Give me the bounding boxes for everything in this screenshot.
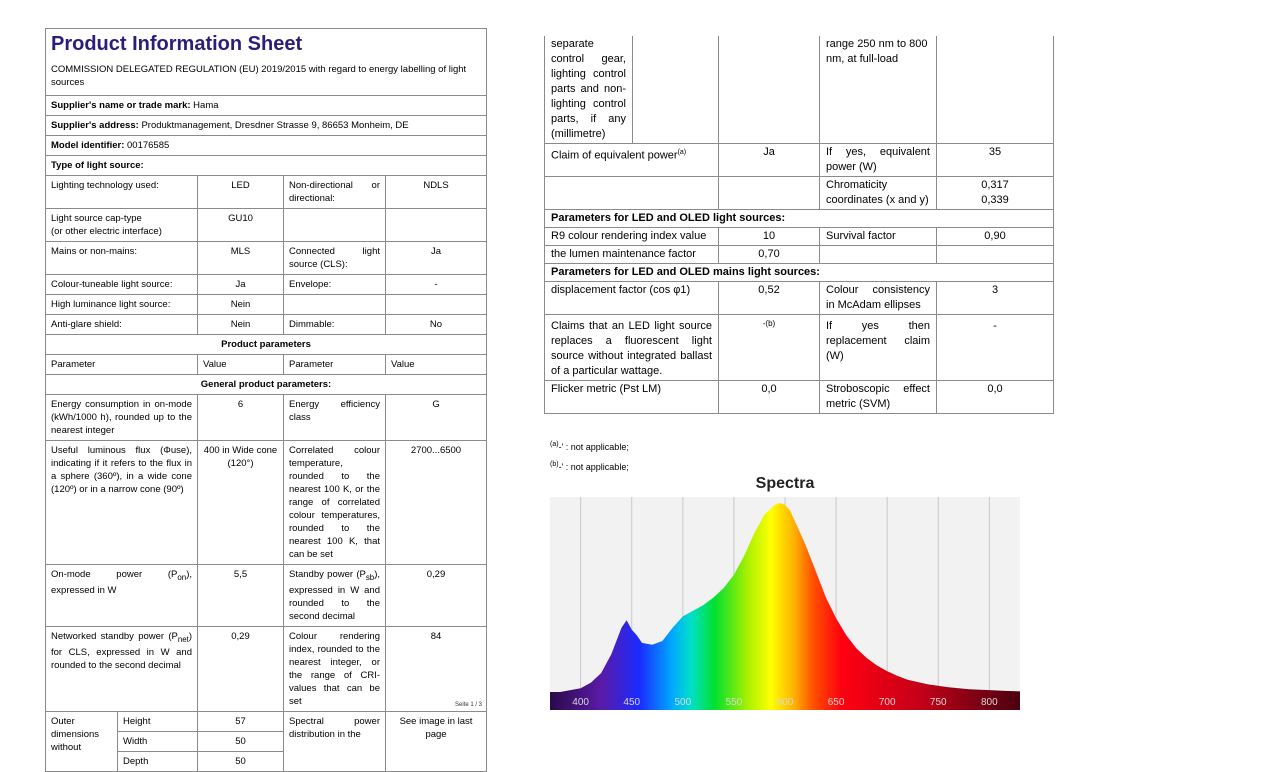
x-tick-label: 550: [725, 697, 743, 708]
depth-value: 50: [198, 751, 284, 771]
standby-power-label: Standby power $(P_{sb})$, expressed in W and rounded to the second decimal: [284, 565, 386, 627]
width-label: Width: [118, 731, 198, 751]
equiv-power-footnote: (a): [677, 149, 687, 156]
survival-label: Survival factor: [820, 228, 937, 246]
footnote-a: [550, 436, 629, 456]
r9-label: R9 colour rendering index value: [545, 228, 719, 246]
lumen-maintenance-value: 0,70: [719, 246, 820, 264]
general-parameters-heading: General product parameters:: [46, 375, 487, 395]
displacement-label: displacement factor (cos φ1): [545, 282, 719, 315]
product-information-continued: [544, 36, 1053, 414]
cct-label: Correlated colour temperature, rounded to the nearest 100 K, or the range of correlated colour temperatures, rounded to the nearest 100 K, that can be set: [284, 441, 386, 565]
footnote-a-text: -' : not applicable;: [558, 442, 629, 452]
x-tick-label: 500: [674, 697, 692, 708]
model-identifier: 00176585: [127, 140, 170, 151]
supplier-address: Produktmanagement, Dresdner Strasse 9, 86653 Monheim, DE: [141, 120, 409, 131]
claims-label: Claims that an LED light source replaces a fluorescent light source without integrated ballast of a particular wattage.: [545, 315, 719, 381]
flicker-value: 0,0: [719, 381, 820, 414]
equiv-power-yes-label: If yes, equivalent power (W): [820, 144, 937, 177]
model-row: [46, 136, 487, 156]
height-value: 57: [198, 711, 284, 731]
value-header: Value: [386, 355, 487, 375]
high-luminance-value: Nein: [198, 295, 284, 315]
on-mode-power-label: On-mode power $(P_{on})$, expressed in W: [46, 565, 198, 627]
chromaticity-y: 0,339: [981, 194, 1009, 206]
luminous-flux-value: 400 in Wide cone (120°): [198, 441, 284, 565]
envelope-value: -: [386, 275, 487, 295]
colour-consistency-label: Colour consistency in McAdam ellipses: [820, 282, 937, 315]
cap-type-value: GU10: [198, 209, 284, 242]
supplier-name: Hama: [193, 100, 219, 111]
page-number: Seite 1 / 3: [455, 702, 483, 708]
dimmable-value: No: [386, 315, 487, 335]
anti-glare-label: Anti-glare shield:: [46, 315, 198, 335]
type-heading: Type of light source:: [46, 156, 487, 176]
empty-cell: [284, 209, 386, 242]
cap-type-sublabel: (or other electric interface): [51, 226, 162, 237]
spectral-value: See image in last page: [386, 711, 487, 771]
anti-glare-value: Nein: [198, 315, 284, 335]
cct-value: 2700...6500: [386, 441, 487, 565]
lighting-technology-value: LED: [198, 176, 284, 209]
flicker-label: Flicker metric (Pst LM): [545, 381, 719, 414]
replacement-label: If yes then replacement claim (W): [820, 315, 937, 381]
depth-label: Depth: [118, 751, 198, 771]
energy-consumption-label: Energy consumption in on-mode (kWh/1000 h), rounded up to the nearest integer: [46, 395, 198, 441]
empty-cell: [937, 36, 1054, 144]
chromaticity-x: 0,317: [981, 179, 1009, 191]
mains-label: Mains or non-mains:: [46, 242, 198, 275]
colour-consistency-value: 3: [937, 282, 1054, 315]
x-tick-label: 400: [572, 697, 589, 708]
chromaticity-label: Chromaticity coordinates (x and y): [820, 177, 937, 210]
equiv-power-label: Claim of equivalent power: [551, 149, 678, 162]
cap-type-label-cell: [46, 209, 198, 242]
cri-value: 84: [386, 626, 487, 711]
product-parameters-heading: Product parameters: [46, 335, 487, 355]
survival-value: 0,90: [937, 228, 1054, 246]
led-mains-parameters-heading: Parameters for LED and OLED mains light sources:: [545, 264, 1054, 282]
outer-dimensions-label: Outer dimensions without: [46, 711, 118, 771]
empty-cell: [545, 177, 719, 210]
control-gear-label: separate control gear, lighting control parts and non-lighting control parts, if any (millimetre): [545, 36, 633, 144]
supplier-address-label: Supplier's address:: [51, 120, 139, 131]
footnote-b-text: -' : not applicable;: [558, 462, 629, 472]
empty-cell: [937, 246, 1054, 264]
product-information-sheet: [45, 28, 486, 767]
directional-value: NDLS: [386, 176, 487, 209]
empty-cell: [633, 36, 719, 144]
param-header: Parameter: [46, 355, 198, 375]
spectra-title: Spectra: [755, 475, 815, 492]
chromaticity-values: [937, 177, 1054, 210]
param-header: Parameter: [284, 355, 386, 375]
empty-cell: [284, 295, 386, 315]
empty-cell: [719, 177, 820, 210]
x-tick-label: 600: [776, 697, 794, 708]
footnotes: [550, 436, 629, 476]
networked-standby-value: 0,29: [198, 626, 284, 711]
connected-label: Connected light source (CLS):: [284, 242, 386, 275]
model-label: Model identifier:: [51, 140, 125, 151]
equiv-power-value: Ja: [719, 144, 820, 177]
footnote-a-marker: (a): [550, 441, 559, 448]
lumen-maintenance-label: the lumen maintenance factor: [545, 246, 719, 264]
x-tick-label: 650: [827, 697, 845, 708]
stroboscopic-label: Stroboscopic effect metric (SVM): [820, 381, 937, 414]
footnote-b-marker: (b): [550, 461, 559, 468]
luminous-flux-label: Useful luminous flux (Φuse), indicating if it refers to the flux in a sphere (360º), in a wide cone (120º) or in a narrow cone (90º): [46, 441, 198, 565]
supplier-name-row: [46, 96, 487, 116]
regulation-text: COMMISSION DELEGATED REGULATION (EU) 2019/2015 with regard to energy labelling of light sources: [46, 60, 487, 96]
x-tick-label: 750: [929, 697, 947, 708]
supplier-name-label: Supplier's name or trade mark:: [51, 100, 191, 111]
colour-tuneable-label: Colour-tuneable light source:: [46, 275, 198, 295]
energy-consumption-value: 6: [198, 395, 284, 441]
height-label: Height: [118, 711, 198, 731]
supplier-address-row: [46, 116, 487, 136]
equiv-power-label-cell: [545, 144, 719, 177]
stroboscopic-value: 0,0: [937, 381, 1054, 414]
energy-class-value: G: [386, 395, 487, 441]
tick-labels: [572, 697, 998, 708]
envelope-label: Envelope:: [284, 275, 386, 295]
sheet-title: Product Information Sheet: [46, 29, 487, 61]
displacement-value: 0,52: [719, 282, 820, 315]
on-mode-power-value: 5,5: [198, 565, 284, 627]
dimmable-label: Dimmable:: [284, 315, 386, 335]
x-tick-label: 450: [623, 697, 641, 708]
lighting-technology-label: Lighting technology used:: [46, 176, 198, 209]
equiv-power-yes-value: 35: [937, 144, 1054, 177]
claims-value: -(b): [719, 315, 820, 381]
colour-tuneable-value: Ja: [198, 275, 284, 295]
spectral-label: Spectral power distribution in the: [284, 711, 386, 771]
x-tick-label: 700: [878, 697, 896, 708]
standby-power-value: 0,29: [386, 565, 487, 627]
empty-cell: [386, 295, 487, 315]
x-tick-label: 800: [981, 697, 998, 708]
range-text: range 250 nm to 800 nm, at full-load: [820, 36, 937, 144]
connected-value: Ja: [386, 242, 487, 275]
cri-label: Colour rendering index, rounded to the nearest integer, or the range of CRI-values that can be set: [284, 626, 386, 711]
spectra-chart: [550, 497, 1020, 710]
width-value: 50: [198, 731, 284, 751]
led-parameters-heading: Parameters for LED and OLED light sources:: [545, 210, 1054, 228]
empty-cell: [719, 36, 820, 144]
networked-standby-label: Networked standby power $(P_{net})$ for CLS, expressed in W and rounded to the second decimal: [46, 626, 198, 711]
value-header: Value: [198, 355, 284, 375]
replacement-value: -: [937, 315, 1054, 381]
empty-cell: [820, 246, 937, 264]
product-info-table: [45, 28, 487, 772]
footnote-b: [550, 456, 629, 476]
directional-label: Non-directional or directional:: [284, 176, 386, 209]
mains-value: MLS: [198, 242, 284, 275]
empty-cell: [386, 209, 487, 242]
energy-class-label: Energy efficiency class: [284, 395, 386, 441]
continued-table: [544, 36, 1054, 414]
r9-value: 10: [719, 228, 820, 246]
cap-type-label: Light source cap-type: [51, 213, 142, 224]
high-luminance-label: High luminance light source:: [46, 295, 198, 315]
